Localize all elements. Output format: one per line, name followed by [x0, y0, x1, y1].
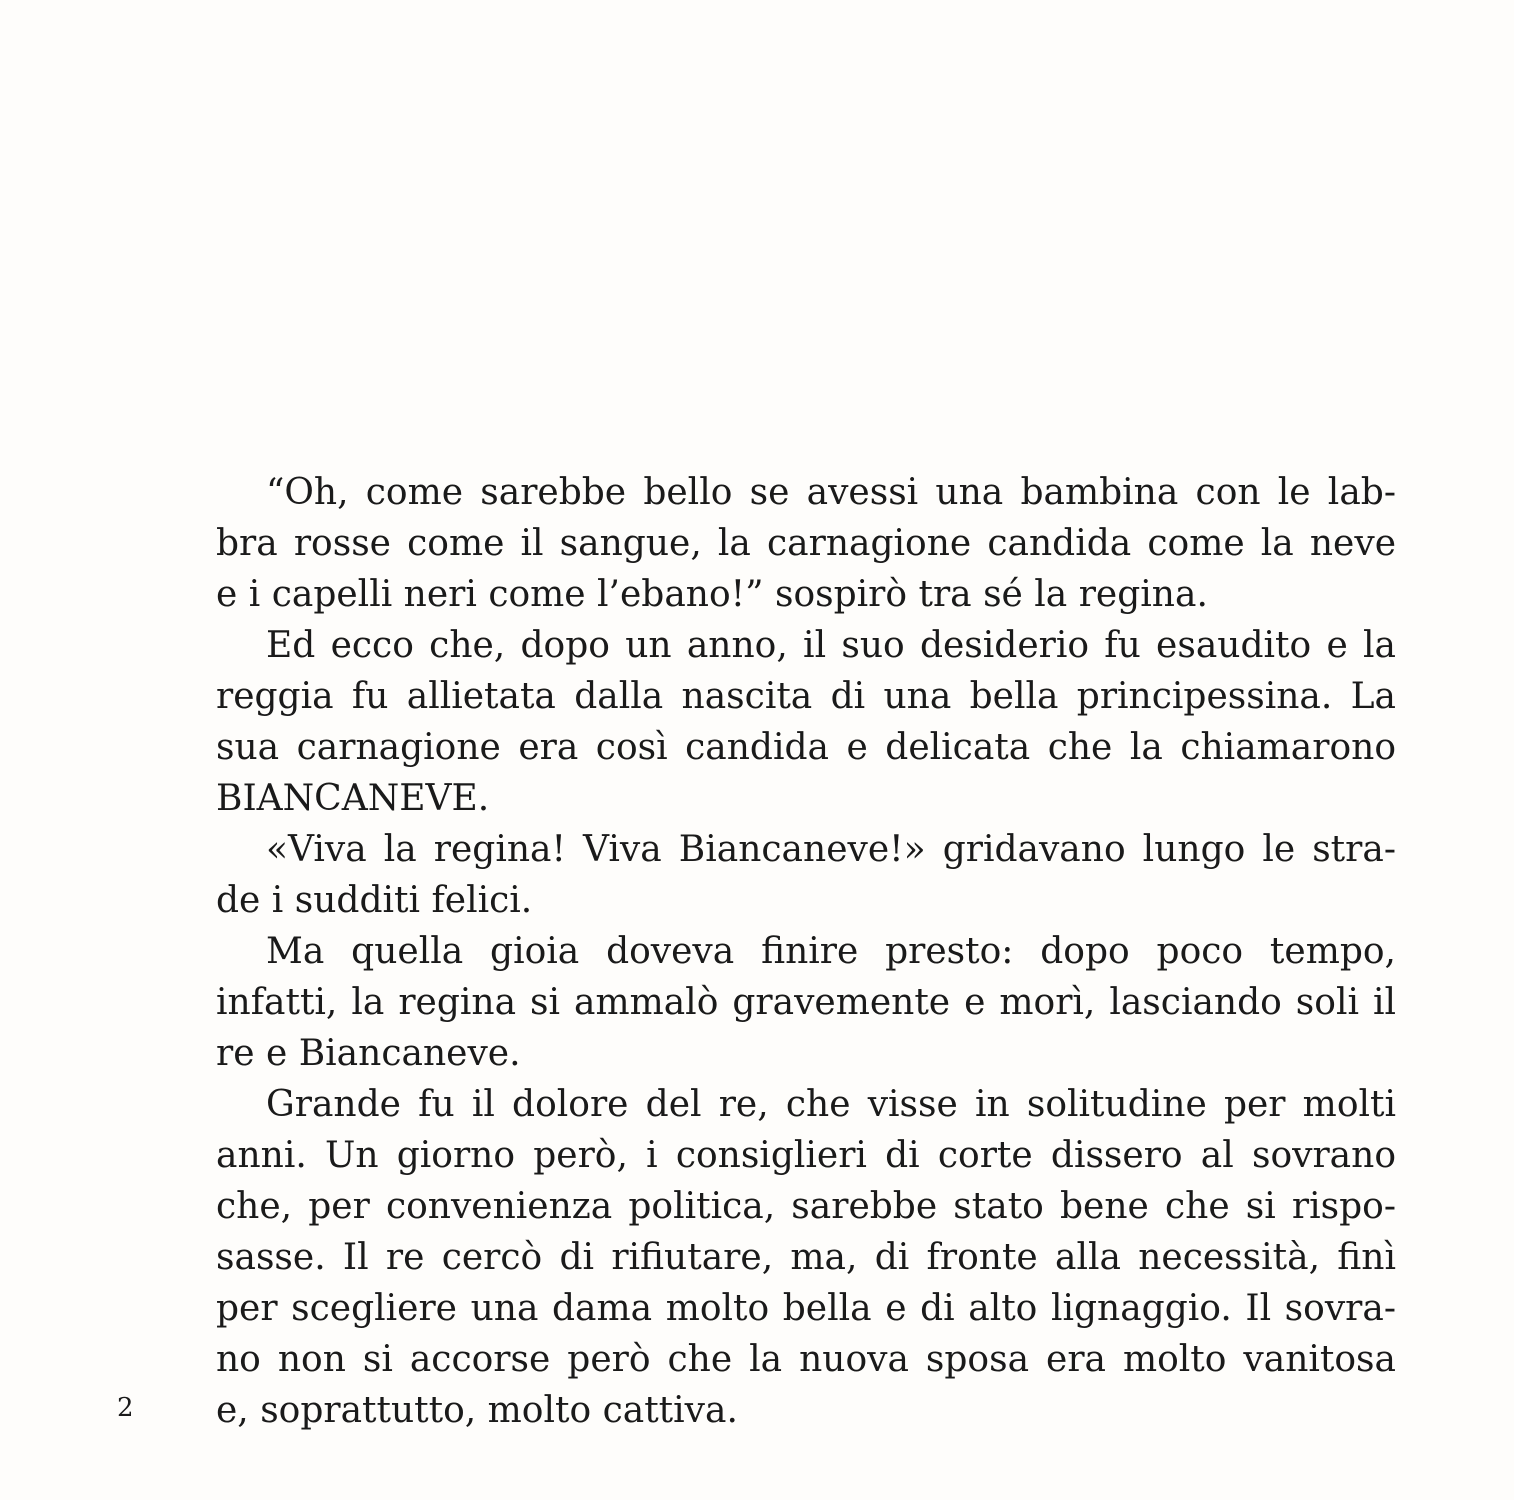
text-line: de i sudditi felici. — [216, 880, 533, 921]
text-line: che, per convenienza politica, sarebbe stato bene che si rispo- — [216, 1186, 1396, 1227]
text-line: no non si accorse però che la nuova sposa era molto vanitosa — [216, 1339, 1396, 1380]
text-line: sasse. Il re cercò di rifiutare, ma, di fronte alla necessità, finì — [216, 1237, 1396, 1278]
text-line: anni. Un giorno però, i consiglieri di corte dissero al sovrano — [216, 1135, 1396, 1176]
text-line: infatti, la regina si ammalò gravemente e morì, lasciando soli il — [216, 982, 1396, 1023]
text-line: e i capelli neri come l’ebano!” sospirò tra sé la regina. — [216, 574, 1208, 615]
text-line: BIANCANEVE. — [216, 778, 490, 819]
text-line: Grande fu il dolore del re, che visse in solitudine per molti — [266, 1084, 1396, 1125]
text-line: reggia fu allietata dalla nascita di una bella principessina. La — [216, 676, 1396, 717]
text-line: bra rosse come il sangue, la carnagione candida come la neve — [216, 523, 1396, 564]
story-text — [216, 467, 1396, 1436]
page-number: 2 — [117, 1393, 134, 1423]
text-line: Ed ecco che, dopo un anno, il suo desiderio fu esaudito e la — [266, 625, 1396, 666]
text-line: e, soprattutto, molto cattiva. — [216, 1390, 738, 1431]
text-line: sua carnagione era così candida e delicata che la chiamarono — [216, 727, 1396, 768]
text-line: «Viva la regina! Viva Biancaneve!» gridavano lungo le stra- — [266, 829, 1396, 870]
text-line: “Oh, come sarebbe bello se avessi una bambina con le lab- — [266, 472, 1396, 513]
text-line: Ma quella gioia doveva finire presto: dopo poco tempo, — [266, 931, 1396, 972]
text-line: per scegliere una dama molto bella e di alto lignaggio. Il sovra- — [216, 1288, 1396, 1329]
text-line: re e Biancaneve. — [216, 1033, 521, 1074]
